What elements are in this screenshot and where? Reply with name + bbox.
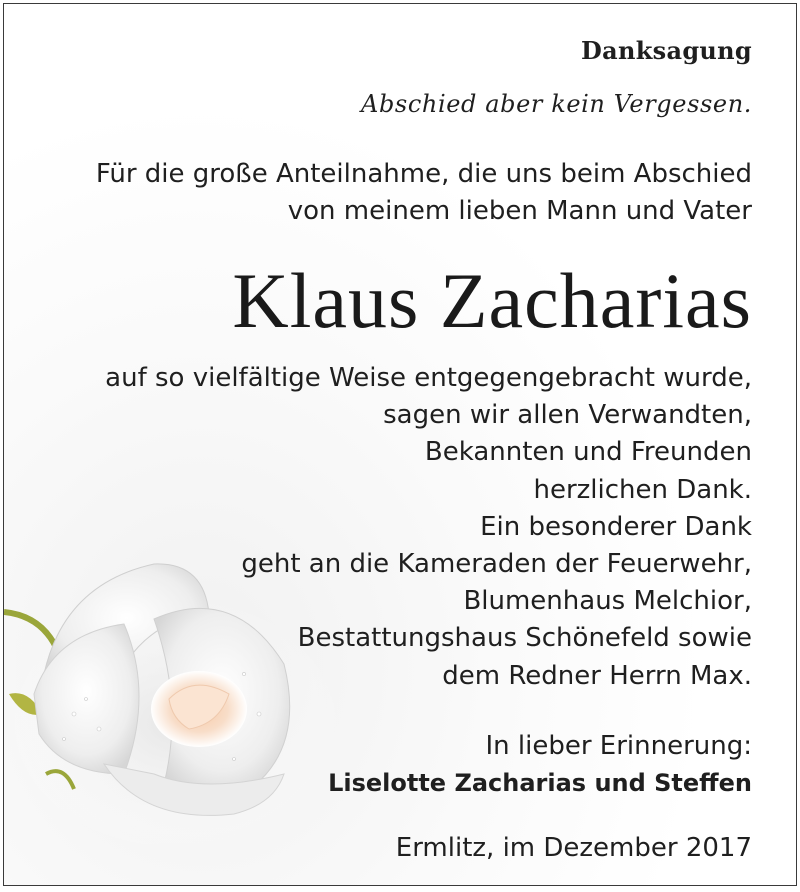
obituary-notice [3,3,797,886]
thanks-text [105,360,752,695]
thanks-line: Blumenhaus Melchior, [463,586,752,617]
place-date: Ermlitz, im Dezember 2017 [395,833,752,863]
signers: Liselotte Zacharias und Steffen [328,769,752,797]
thanks-line: Ein besonderer Dank [480,511,752,542]
memory-block [328,728,752,802]
thanks-line: auf so vielfältige Weise entgegengebracht wurde, [105,363,752,393]
intro-line: von meinem lieben Mann und Vater [287,196,752,226]
thanks-line: geht an die Kameraden der Feuerwehr, [241,549,752,580]
thanks-line: sagen wir allen Verwandten, [383,400,752,431]
memory-label: In lieber Erinnerung: [485,731,752,761]
deceased-name: Klaus Zacharias [232,257,752,344]
notice-title: Danksagung [581,36,752,65]
thanks-line: Bestattungshaus Schönefeld sowie [297,623,752,654]
intro-text [96,156,752,230]
thanks-line: dem Redner Herrn Max. [442,660,752,691]
thanks-line: herzlichen Dank. [533,474,752,505]
thanks-line: Bekannten und Freunden [424,437,752,468]
motto: Abschied aber kein Vergessen. [361,90,752,118]
intro-line: Für die große Anteilnahme, die uns beim Abschied [95,159,752,189]
